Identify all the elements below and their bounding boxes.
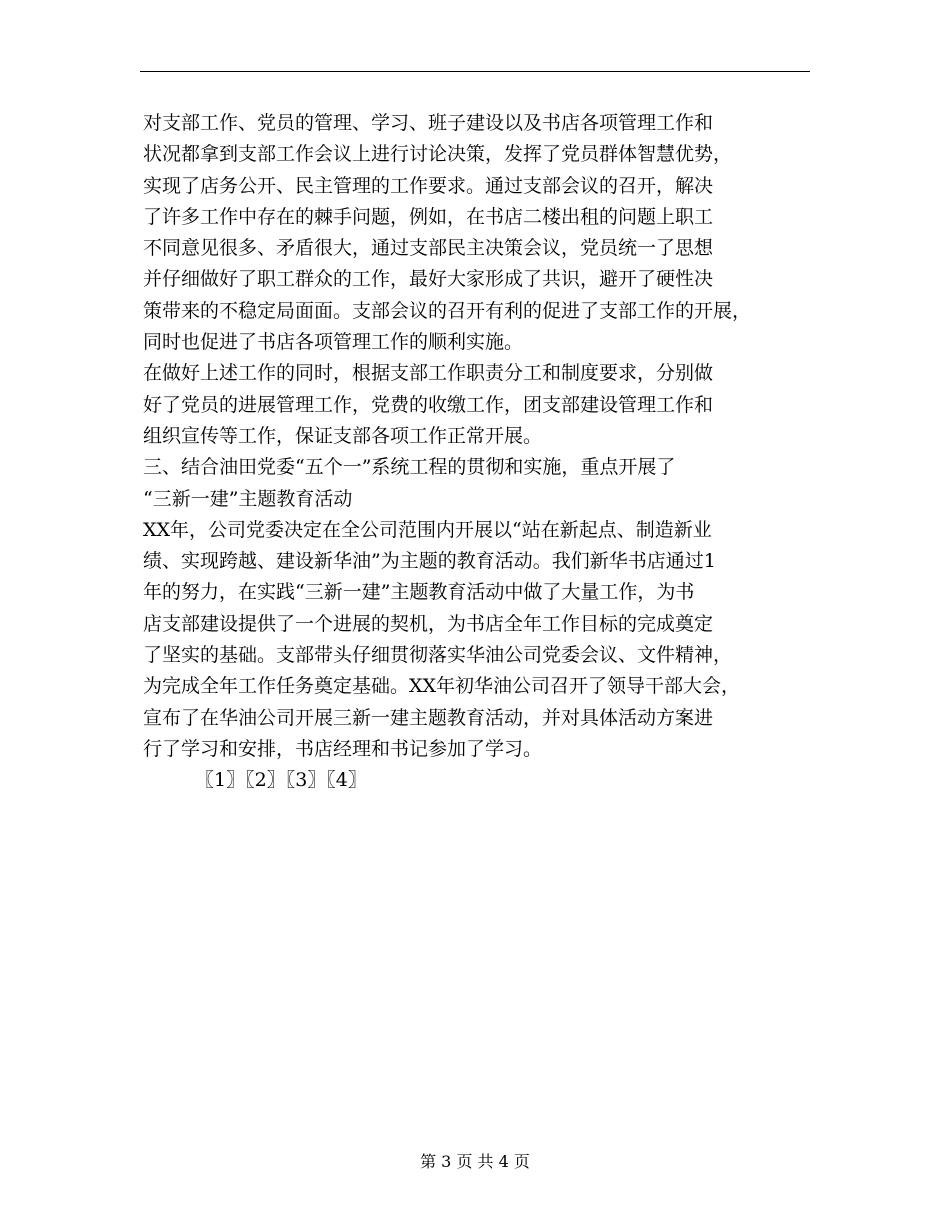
page-link-4[interactable]: 〖4〗 bbox=[326, 769, 367, 792]
text-line: 并仔细做好了职工群众的工作，最好大家形成了共识，避开了硬性决 bbox=[143, 268, 714, 291]
text-line: 对支部工作、党员的管理、学习、班子建设以及书店各项管理工作和 bbox=[143, 112, 714, 134]
text-line: 宣布了在华油公司开展三新一建主题教育活动，并对具体活动方案进 bbox=[143, 706, 714, 729]
text-line: 为完成全年工作任务奠定基础。XX年初华油公司召开了领导干部大会， bbox=[143, 675, 741, 698]
text-line: 实现了店务公开、民主管理的工作要求。通过支部会议的召开，解决 bbox=[143, 174, 714, 197]
section-heading: “三新一建”主题教育活动 bbox=[143, 487, 353, 510]
text-line: 不同意见很多、矛盾很大，通过支部民主决策会议，党员统一了思想 bbox=[143, 237, 714, 260]
document-body bbox=[143, 108, 813, 797]
section-heading: 三、结合油田党委“五个一”系统工程的贯彻和实施，重点开展了 bbox=[143, 456, 676, 479]
text-line: 绩、实现跨越、建设新华油”为主题的教育活动。我们新华书店通过1 bbox=[143, 550, 716, 573]
text-line: 状况都拿到支部工作会议上进行讨论决策，发挥了党员群体智慧优势， bbox=[143, 143, 733, 166]
text-line: 好了党员的进展管理工作，党费的收缴工作，团支部建设管理工作和 bbox=[143, 393, 714, 416]
text-line: 行了学习和安排，书店经理和书记参加了学习。 bbox=[143, 737, 543, 760]
page-footer: 第 3 页 共 4 页 bbox=[420, 1152, 530, 1171]
text-line: 了坚实的基础。支部带头仔细贯彻落实华油公司党委会议、文件精神， bbox=[143, 644, 733, 667]
page-link-1[interactable]: 〖1〗 bbox=[195, 769, 246, 792]
page-links bbox=[143, 765, 813, 796]
page-link-3[interactable]: 〖3〗 bbox=[285, 769, 327, 792]
text-line: 同时也促进了书店各项管理工作的顺利实施。 bbox=[143, 331, 524, 354]
text-line: 在做好上述工作的同时，根据支部工作职责分工和制度要求，分别做 bbox=[143, 362, 714, 385]
text-line: 年的努力，在实践“三新一建”主题教育活动中做了大量工作，为书 bbox=[143, 581, 695, 604]
page-link-2[interactable]: 〖2〗 bbox=[245, 769, 286, 792]
header-rule bbox=[140, 71, 810, 72]
text-line: XX年，公司党委决定在全公司范围内开展以“站在新起点、制造新业 bbox=[143, 518, 712, 541]
text-line: 策带来的不稳定局面面。支部会议的召开有利的促进了支部工作的开展， bbox=[143, 299, 752, 322]
text-line: 店支部建设提供了一个进展的契机，为书店全年工作目标的完成奠定 bbox=[143, 612, 714, 635]
text-line: 了许多工作中存在的棘手问题，例如，在书店二楼出租的问题上职工 bbox=[143, 205, 714, 228]
text-line: 组织宣传等工作，保证支部各项工作正常开展。 bbox=[143, 424, 543, 447]
